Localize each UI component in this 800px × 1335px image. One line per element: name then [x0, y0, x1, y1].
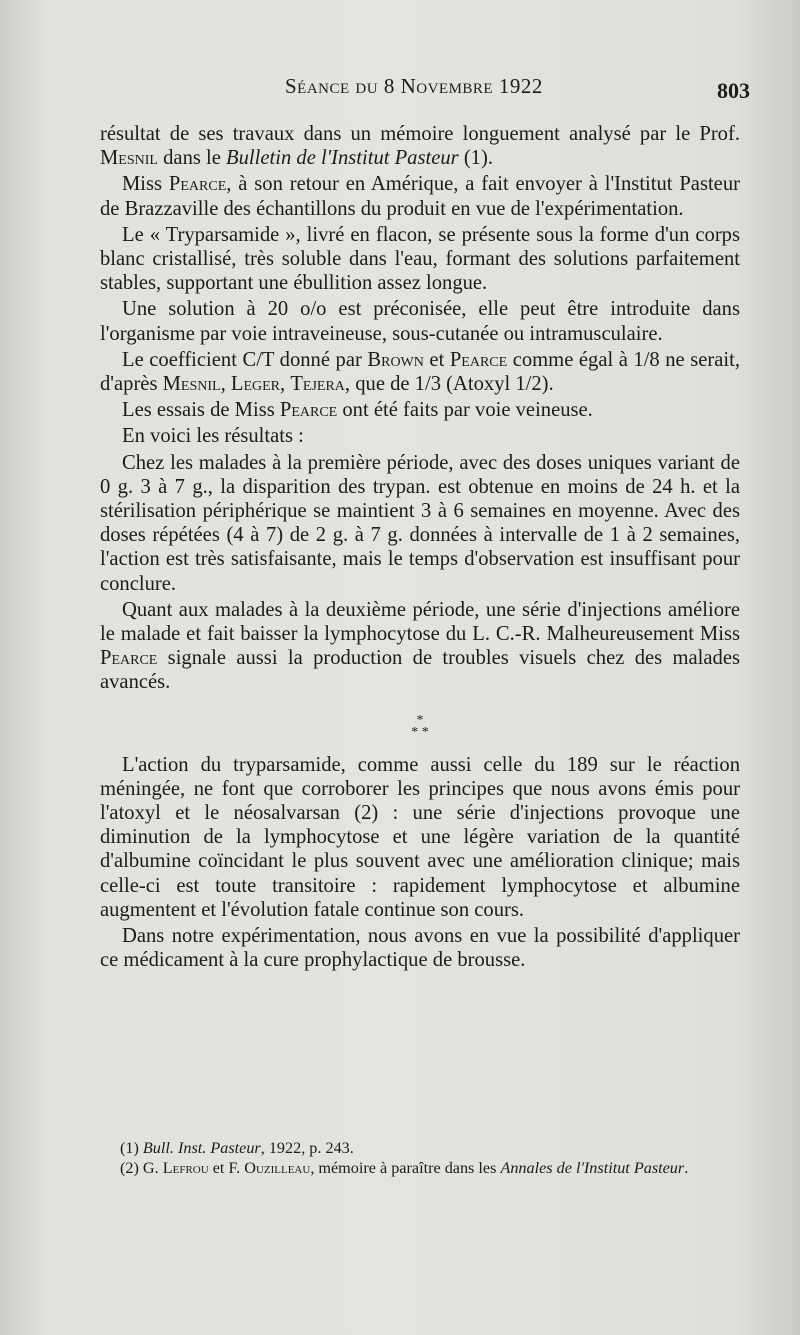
footnotes: [100, 1138, 740, 1178]
body-text: [100, 122, 740, 973]
separator-stars-bottom: * *: [411, 724, 429, 740]
author-name: Mesnil: [162, 373, 221, 396]
author-name: Pearce: [279, 399, 338, 422]
section-separator: [100, 712, 740, 740]
paragraph-4: Une solution à 20 o/o est préconisée, elle peut être introduite dans l'organisme par voie intraveineuse, sous-cutanée ou intramusculaire.: [100, 298, 740, 345]
author-name: Pearce: [449, 348, 508, 371]
paragraph-10: L'action du tryparsamide, comme aussi celle du 189 sur le réaction méningée, ne font que corroborer les principes que nous avons émis pour l'atoxyl et le néosalvarsan (2) : une série d'injections provoque une diminution de la lymphocytose et une légère variation de la quantité d'albumine coïncidant le plus souvent avec une amélioration clinique; mais celle-ci est toute transitoire : rapidement lymphocytose et albumine augmentent et l'évolution fatale continue son cours.: [100, 753, 740, 921]
paragraph-8: Chez les malades à la première période, avec des doses uniques variant de 0 g. 3 à 7 g., la disparition des trypan. est obtenue en moins de 24 h. et la stérilisation périphérique se maintient 3 à 6 semaines en moyenne. Avec des doses répétées (4 à 7) de 2 g. à 7 g. données à intervalle de 1 à 2 semaines, l'action est très satisfaisante, mais le temps d'observation est insuffisant pour conclure.: [100, 451, 740, 595]
paragraph-11: Dans notre expérimentation, nous avons en vue la possibilité d'appliquer ce médicament à la cure prophylactique de brousse.: [100, 925, 740, 972]
paragraph-9: Quant aux malades à la deuxième période, une série d'injections améliore le malade et fait baisser la lymphocytose du L. C.-R. Malheureusement Miss Pearce signale aussi la production de troubles visuels chez des malades avancés.: [100, 598, 740, 694]
paragraph-1: résultat de ses travaux dans un mémoire longuement analysé par le Prof. Mesnil dans le Bulletin de l'Institut Pasteur (1).: [100, 123, 740, 170]
paragraph-7: En voici les résultats :: [122, 425, 304, 448]
author-name: Pearce: [168, 173, 227, 196]
footnote-1: (1) Bull. Inst. Pasteur, 1922, p. 243.: [120, 1139, 354, 1157]
footnote-2: (2) G. Lefrou et F. Ouzilleau, mémoire à paraître dans les Annales de l'Institut Pasteur.: [120, 1159, 689, 1177]
author-name: Ouzilleau: [244, 1159, 311, 1177]
author-name: Leger: [230, 373, 281, 396]
author-name: Tejera: [290, 373, 345, 396]
paragraph-6: Les essais de Miss Pearce ont été faits par voie veineuse.: [122, 399, 593, 422]
journal-title: Bulletin de l'Institut Pasteur: [226, 147, 459, 170]
separator-star-top: *: [416, 712, 424, 728]
author-name: Brown: [367, 348, 424, 371]
author-name: Pearce: [100, 647, 158, 670]
paragraph-3: Le « Tryparsamide », livré en flacon, se présente sous la forme d'un corps blanc cristallisé, très soluble dans l'eau, formant des solutions parfaitement stables, supportant une ébullition assez longue.: [100, 223, 740, 295]
page-header: [0, 74, 800, 108]
paragraph-2: Miss Pearce, à son retour en Amérique, a fait envoyer à l'Institut Pasteur de Brazzaville des échantillons du produit en vue de l'expérimentation.: [100, 173, 740, 220]
paragraph-5: Le coefficient C/T donné par Brown et Pearce comme égal à 1/8 ne serait, d'après Mesnil, Leger, Tejera, que de 1/3 (Atoxyl 1/2).: [100, 348, 740, 396]
author-name: Mesnil: [100, 147, 158, 170]
author-name: Lefrou: [162, 1159, 209, 1177]
running-head: Séance du 8 Novembre 1922: [285, 74, 543, 98]
page-number: 803: [717, 78, 750, 103]
